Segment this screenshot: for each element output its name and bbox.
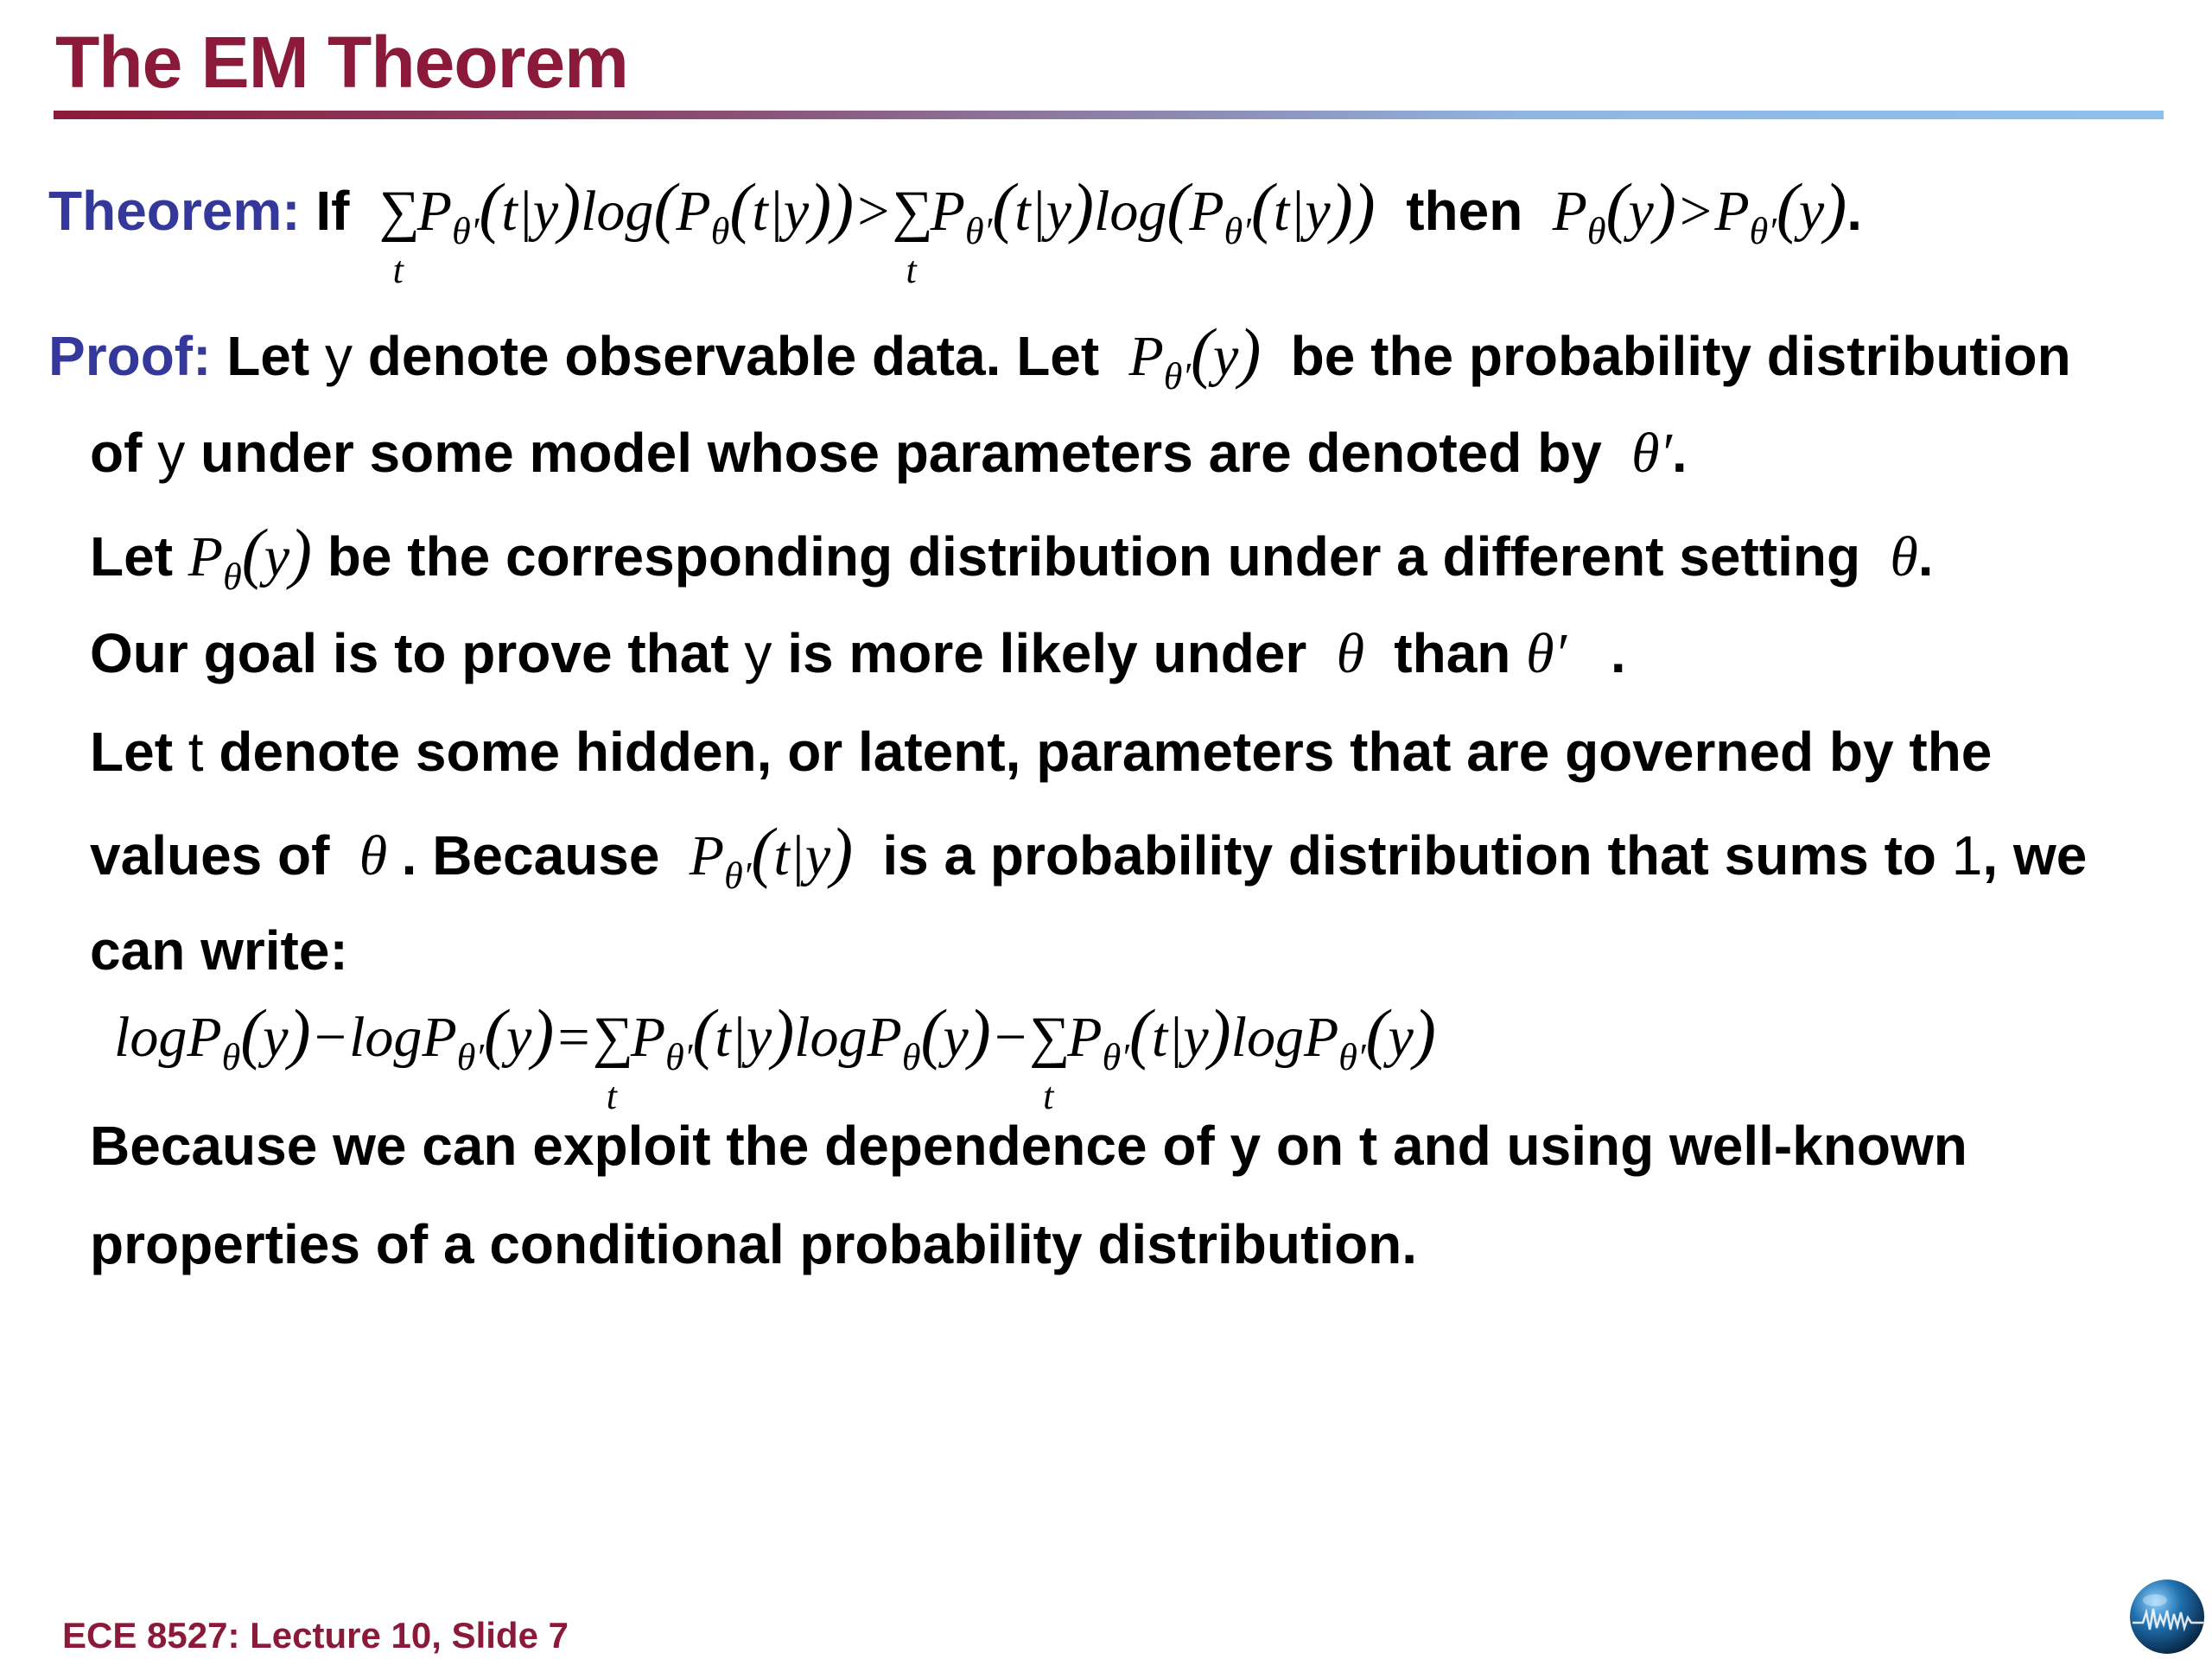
proof-line-5 — [90, 717, 1992, 786]
proof-text: of — [90, 422, 143, 484]
proof-var-t: t — [188, 721, 204, 783]
math-theta-prime: θ′ — [1526, 622, 1596, 685]
proof-line-8: Because we can exploit the dependence of y on t and using well-known — [90, 1115, 1967, 1177]
proof-text: is more likely under — [787, 622, 1307, 684]
proof-line-3 — [90, 515, 1934, 598]
proof-text: is a probability distribution that sums to — [882, 824, 1937, 887]
proof-line-7: can write: — [90, 919, 348, 982]
globe-logo-icon — [2126, 1578, 2209, 1656]
proof-text: under some model whose parameters are denoted by — [200, 422, 1602, 484]
math-theta-prime: θ′ — [1617, 422, 1672, 485]
proof-text: Let — [90, 525, 173, 588]
proof-text: be the corresponding distribution under a different setting — [327, 525, 1861, 588]
proof-line-6 — [90, 814, 2088, 897]
proof-number-one: 1 — [1951, 824, 1983, 887]
proof-line-1 — [48, 315, 2071, 397]
proof-var-y: y — [324, 325, 353, 387]
proof-text: . Because — [401, 824, 660, 887]
math-theta: θ — [345, 824, 402, 887]
math-theta: θ — [1322, 622, 1379, 685]
slide-footer: ECE 8527: Lecture 10, Slide 7 — [62, 1615, 569, 1656]
proof-text: . — [1917, 525, 1934, 588]
proof-equation — [114, 995, 1436, 1117]
theorem-inequality-lhs: ∑ t $P_{\theta'}(t|y)\log(P_\theta(t|y))>\sum$ t $P_{\theta'}(t|y)\log(P_{\theta'}(t|y))$ — [378, 169, 1376, 291]
proof-label: Proof: — [48, 325, 212, 387]
proof-var-y: y — [157, 422, 186, 484]
proof-text: Let — [90, 721, 173, 783]
proof-var-y: y — [744, 622, 772, 684]
theorem-if: If — [315, 180, 350, 242]
theorem-label: Theorem: — [48, 180, 301, 242]
math-p-theta-prime-t-given-y: $P_{\theta'}(t|y)$ — [675, 814, 854, 897]
proof-line-9: properties of a conditional probability distribution. — [90, 1213, 1418, 1275]
proof-line-4 — [90, 619, 1626, 689]
proof-text: Our goal is to prove that — [90, 622, 729, 684]
proof-text: . — [1610, 622, 1626, 684]
theorem-then: then — [1406, 180, 1523, 242]
proof-text: be the probability distribution — [1290, 325, 2071, 387]
math-log-likelihood-difference: logP$_\theta$(y)−logP$_{\theta'}$(y)=∑ t $P_{\theta'}(t|y)\log P_\theta(y)-\sum$ t $P_{\theta'}(t|y)\log P_{\theta'}(y)$ — [114, 995, 1436, 1117]
proof-line-2 — [90, 418, 1688, 488]
proof-text: . — [1671, 422, 1688, 484]
math-theta: θ — [1875, 525, 1918, 588]
slide-title: The EM Theorem — [55, 22, 628, 103]
proof-text: denote observable data. Let — [367, 325, 1100, 387]
theorem-period: . — [1847, 180, 1862, 242]
proof-text: , we — [1982, 824, 2088, 887]
theorem-line — [48, 169, 1862, 291]
proof-text: than — [1394, 622, 1511, 684]
proof-text: denote some hidden, or latent, parameters that are governed by the — [219, 721, 1993, 783]
proof-text: values of — [90, 824, 330, 887]
theorem-conclusion: $P_\theta(y)>P_{\theta'}(y)$ — [1538, 169, 1847, 252]
title-divider — [54, 111, 2164, 119]
math-p-theta-y: $P_\theta(y)$ — [188, 515, 312, 598]
math-p-theta-prime-y: $P_{\theta'}(y)$ — [1114, 315, 1262, 397]
proof-text: Let — [226, 325, 310, 387]
